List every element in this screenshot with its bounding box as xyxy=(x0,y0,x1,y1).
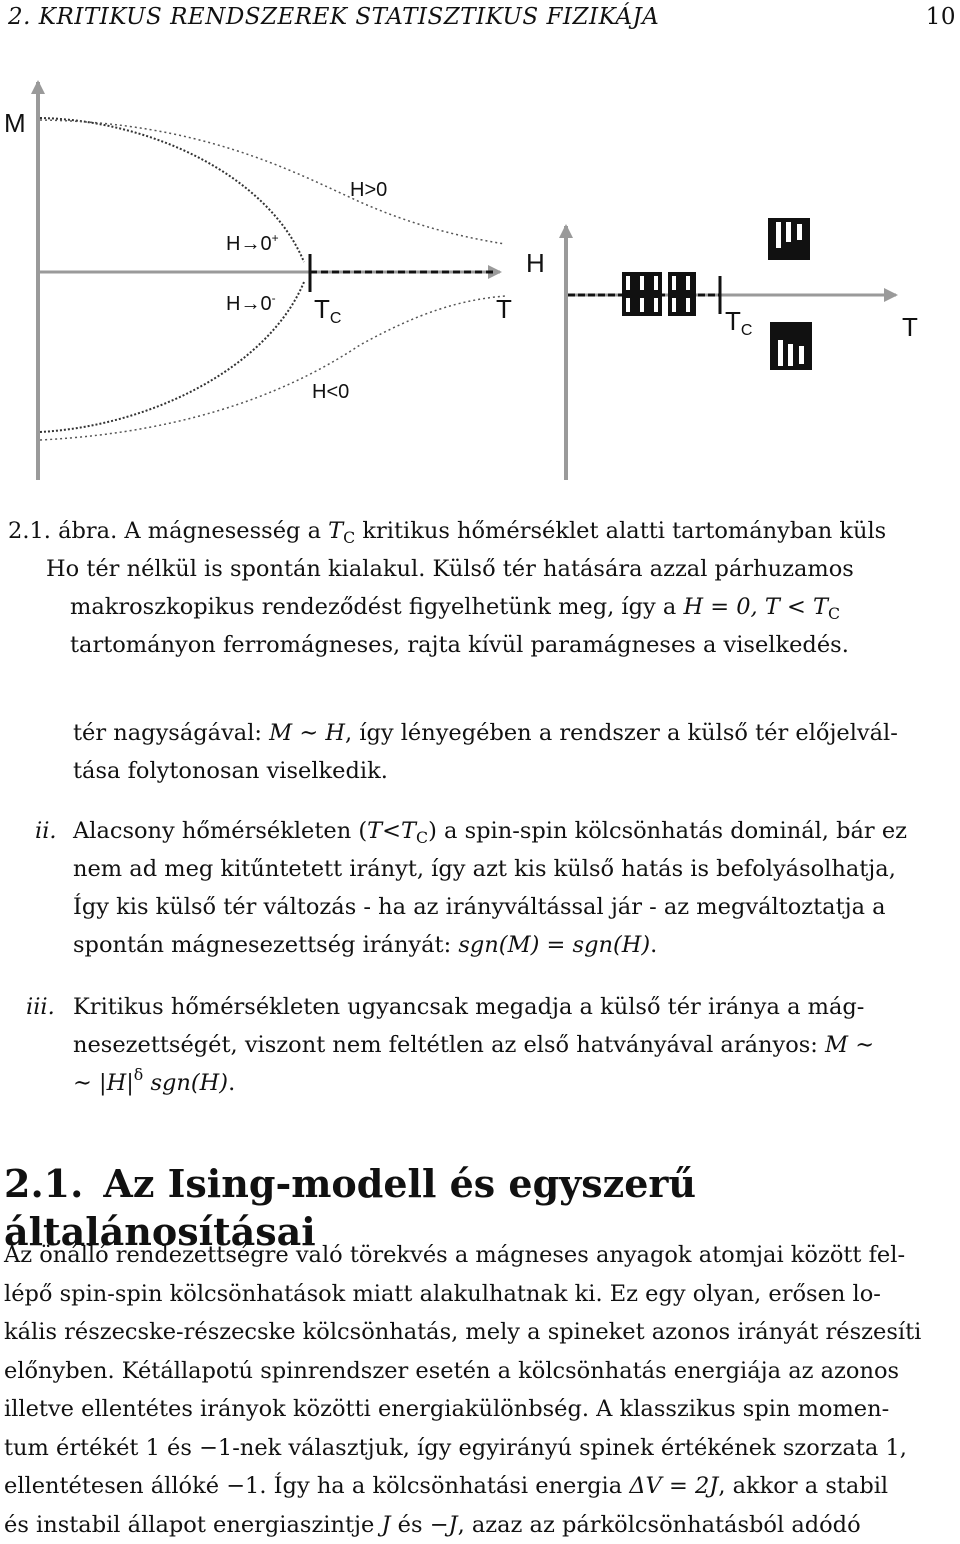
body-line: ellentétesen állóké −1. Így ha a kölcsönhatási energia ΔV = 2J, akkor a stabil xyxy=(4,1467,959,1506)
body-line: kális részecske-részecske kölcsönhatás, mely a spineket azonos irányát részesíti xyxy=(4,1313,959,1352)
list-marker: iii. xyxy=(26,988,55,1026)
section-number: 2.1. xyxy=(4,1161,83,1206)
list-item-ii xyxy=(0,812,960,964)
list-item-i-continuation xyxy=(0,714,960,790)
h-negative-curve xyxy=(40,296,505,440)
tc-left-label: TC xyxy=(314,294,341,327)
m-axis-label: M xyxy=(4,108,26,138)
spin-domain-down-icon xyxy=(770,322,812,370)
running-header xyxy=(8,4,956,38)
body-line: előnyben. Kétállapotú spinrendszer esetén a kölcsönhatás energiája az azonos xyxy=(4,1352,959,1391)
body-line: tum értékét 1 és −1-nek választjuk, így egyirányú spinek értékének szorzata 1, xyxy=(4,1429,959,1468)
h-positive-curve xyxy=(40,120,505,244)
spin-domain-up-icon xyxy=(768,218,810,260)
body-line: lépő spin-spin kölcsönhatások miatt alakulhatnak ki. Ez egy olyan, erősen lo- xyxy=(4,1275,959,1314)
list-line: ∼ $|H|^\delta$ sgn(H). xyxy=(0,1064,960,1102)
figure-caption xyxy=(8,512,953,664)
h-axis-label: H xyxy=(526,248,545,278)
t-right-label: T xyxy=(902,312,918,342)
h-to-zero-plus-label: H→0+ xyxy=(226,231,279,255)
list-line: Alacsony hőmérsékleten $(T<T_C)$ a spin-spin kölcsönhatás dominál, bár ez xyxy=(0,812,960,850)
caption-line: makroszkopikus rendeződést figyelhetünk meg, így a H = 0, $T < T_C$ xyxy=(8,588,953,626)
list-item-iii xyxy=(0,988,960,1102)
body-line: illetve ellentétes irányok közötti energiakülönbség. A klasszikus spin momen- xyxy=(4,1390,959,1429)
list-line: spontán mágnesezettség irányát: sgn(M) = sgn(H). xyxy=(0,926,960,964)
body-paragraph xyxy=(4,1236,959,1544)
list-line: tása folytonosan viselkedik. xyxy=(0,752,960,790)
list-marker: ii. xyxy=(35,812,57,850)
h-to-zero-minus-label: H→0- xyxy=(226,291,276,315)
list-line: nem ad meg kitűntetett irányt, így azt kis külső hatás is befolyásolhatja, xyxy=(0,850,960,888)
list-line: nesezettségét, viszont nem feltétlen az első hatványával arányos: M ∼ xyxy=(0,1026,960,1064)
caption-line: 2.1. ábra. A mágnesesség a $T_C$ kritikus hőmérséklet alatti tartományban küls xyxy=(8,512,953,550)
chapter-title: 2. KRITIKUS RENDSZEREK STATISZTIKUS FIZIKÁJA xyxy=(8,4,659,30)
magnetization-figure xyxy=(0,60,960,500)
spin-domain-coexistence-icon xyxy=(622,272,696,316)
list-line: Kritikus hőmérsékleten ugyancsak megadja a külső tér iránya a mág- xyxy=(0,988,960,1026)
body-line: és instabil állapot energiaszintje J és −J, azaz az párkölcsönhatásból adódó xyxy=(4,1506,959,1544)
list-line: Így kis külső tér változás - ha az irányváltással jár - az megváltoztatja a xyxy=(0,888,960,926)
h-negative-label: H<0 xyxy=(312,381,349,403)
section-title: Az Ising-modell és egyszerű általánosításai xyxy=(4,1161,696,1254)
page-number: 10 xyxy=(926,4,956,30)
caption-line: tartományon ferromágneses, rajta kívül paramágneses a viselkedés. xyxy=(8,626,953,664)
body-line: Az önálló rendezettségre való törekvés a mágneses anyagok atomjai között fel- xyxy=(4,1236,959,1275)
h-positive-label: H>0 xyxy=(350,179,387,201)
caption-line: Ho tér nélkül is spontán kialakul. Külső tér hatására azzal párhuzamos xyxy=(8,550,953,588)
tc-right-label: TC xyxy=(725,306,752,339)
list-line: tér nagyságával: M ∼ H, így lényegében a rendszer a külső tér előjelvál- xyxy=(0,714,960,752)
t-left-label: T xyxy=(496,294,512,324)
